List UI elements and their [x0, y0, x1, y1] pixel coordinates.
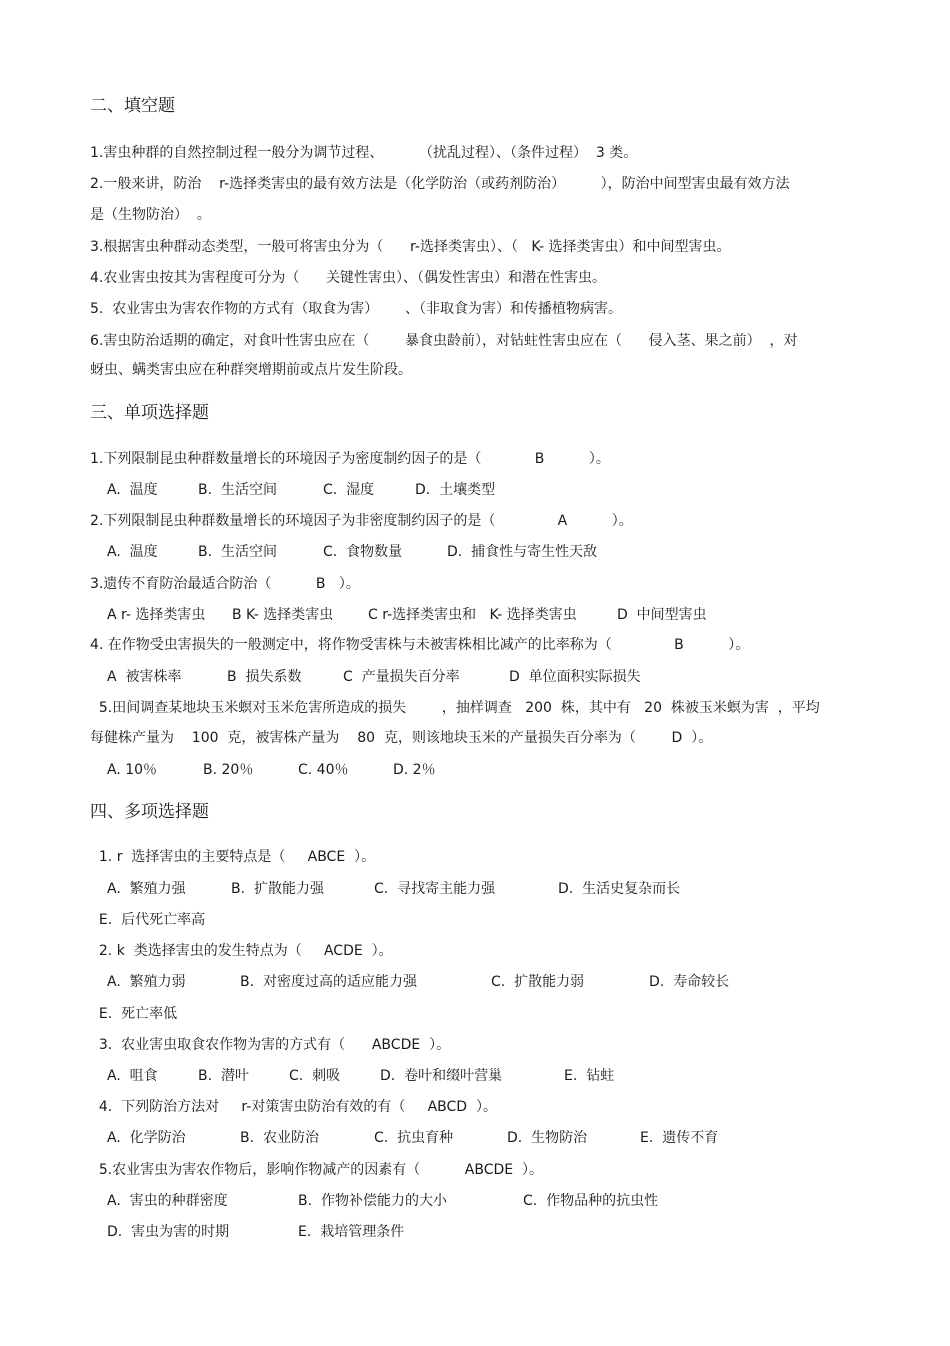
section-title-fill-blank: 二、填空题: [90, 96, 175, 116]
option-a: A 被害株率: [107, 669, 182, 685]
option-c: C. 食物数量: [323, 544, 403, 560]
single-question-2: 2.下列限制昆虫种群数量增长的环境因子为非密度制约因子的是（ A ）。: [90, 513, 633, 529]
option-a: A. 害虫的种群密度: [107, 1193, 228, 1209]
option-d: D. 2％: [393, 762, 436, 778]
option-c: C. 湿度: [323, 482, 375, 498]
section-title-multiple-choice: 四、多项选择题: [90, 802, 209, 822]
option-c: C. 作物品种的抗虫性: [523, 1193, 659, 1209]
single-question-2-options: [107, 542, 867, 562]
single-question-4-options: [107, 667, 867, 687]
option-c: C r-选择类害虫和 K- 选择类害虫: [368, 607, 577, 623]
multi-question-3: 3. 农业害虫取食农作物为害的方式有（ ABCDE ）。: [90, 1037, 451, 1053]
option-b: B K- 选择类害虫: [232, 607, 334, 623]
multi-question-5-options-row-2: [107, 1222, 867, 1242]
option-a: A. 繁殖力强: [107, 881, 186, 897]
fill-question-2-line-1: 2.一般来讲，防治 r-选择类害虫的最有效方法是（化学防治（或药剂防治） ），防治中间型害虫最有效方法: [90, 176, 790, 192]
multi-question-2: 2. k 类选择害虫的发生特点为（ ACDE ）。: [90, 943, 393, 959]
option-d: D. 寿命较长: [649, 974, 730, 990]
option-a: A. 繁殖力弱: [107, 974, 186, 990]
option-b: B. 潜叶: [198, 1068, 249, 1084]
option-b: B. 对密度过高的适应能力强: [240, 974, 417, 990]
multi-question-1-option-e: E. 后代死亡率高: [90, 912, 206, 928]
section-title-single-choice: 三、单项选择题: [90, 403, 209, 423]
option-d: D. 害虫为害的时期: [107, 1224, 230, 1240]
option-a: A. 温度: [107, 544, 158, 560]
option-b: B. 农业防治: [240, 1130, 319, 1146]
fill-question-1: 1.害虫种群的自然控制过程一般分为调节过程、 （扰乱过程）、（条件过程） 3 类。: [90, 145, 638, 161]
option-c: C. 寻找寄主能力强: [374, 881, 496, 897]
multi-question-4-options: [107, 1128, 867, 1148]
multi-question-1: 1. r 选择害虫的主要特点是（ ABCE ）。: [90, 849, 376, 865]
single-question-5-line-2: 每健株产量为 100 克，被害株产量为 80 克，则该地块玉米的产量损失百分率为（ D ）。: [90, 730, 713, 746]
option-d: D 中间型害虫: [617, 607, 707, 623]
option-a: A. 化学防治: [107, 1130, 186, 1146]
fill-question-5: 5. 农业害虫为害农作物的方式有（取食为害） 、（非取食为害）和传播植物病害。: [90, 301, 622, 317]
single-question-5-line-1: 5.田间调查某地块玉米螟对玉米危害所造成的损失 ，抽样调查 200 株，其中有 20 株被玉米螟为害 ，平均: [90, 700, 820, 716]
single-question-5-options: [107, 760, 867, 780]
option-d: D 单位面积实际损失: [509, 669, 641, 685]
option-a: A. 咀食: [107, 1068, 158, 1084]
single-question-1-options: [107, 480, 867, 500]
option-e: E. 遗传不育: [640, 1130, 719, 1146]
option-b: B. 生活空间: [198, 482, 277, 498]
fill-question-4: 4.农业害虫按其为害程度可分为（ 关键性害虫）、（偶发性害虫）和潜在性害虫。: [90, 270, 607, 286]
fill-question-2-line-2: 是（生物防治） 。: [90, 207, 211, 223]
option-a: A. 10％: [107, 762, 158, 778]
fill-question-6-line-1: 6.害虫防治适期的确定，对食叶性害虫应在（ 暴食虫龄前），对钻蛀性害虫应在（ 侵入茎、果之前） ，对: [90, 333, 798, 349]
option-d: D. 卷叶和缀叶营巢: [380, 1068, 503, 1084]
multi-question-1-options: [107, 879, 867, 899]
option-b: B. 20％: [203, 762, 254, 778]
multi-question-4: 4. 下列防治方法对 r-对策害虫防治有效的有（ ABCD ）。: [90, 1099, 497, 1115]
fill-question-6-line-2: 蚜虫、螨类害虫应在种群突增期前或点片发生阶段。: [90, 362, 412, 378]
option-c: C. 40％: [298, 762, 349, 778]
option-e: E. 钻蛀: [564, 1068, 615, 1084]
multi-question-2-options: [107, 972, 867, 992]
option-c: C. 扩散能力弱: [491, 974, 585, 990]
multi-question-5: 5.农业害虫为害农作物后，影响作物减产的因素有（ ABCDE ）。: [90, 1162, 543, 1178]
option-a: A. 温度: [107, 482, 158, 498]
option-c: C 产量损失百分率: [343, 669, 460, 685]
single-question-1: 1.下列限制昆虫种群数量增长的环境因子为密度制约因子的是（ B ）。: [90, 451, 610, 467]
option-a: A r- 选择类害虫: [107, 607, 206, 623]
option-d: D. 土壤类型: [415, 482, 496, 498]
option-e: E. 栽培管理条件: [298, 1224, 405, 1240]
multi-question-2-option-e: E. 死亡率低: [90, 1006, 178, 1022]
option-d: D. 生物防治: [507, 1130, 588, 1146]
option-d: D. 捕食性与寄生性天敌: [447, 544, 598, 560]
single-question-3-options: [107, 605, 867, 625]
single-question-4: 4. 在作物受虫害损失的一般测定中，将作物受害株与未被害株相比减产的比率称为（ B ）。: [90, 637, 750, 653]
option-b: B 损失系数: [227, 669, 302, 685]
option-b: B. 扩散能力强: [231, 881, 324, 897]
option-c: C. 抗虫育种: [374, 1130, 454, 1146]
option-b: B. 作物补偿能力的大小: [298, 1193, 447, 1209]
fill-question-3: 3.根据害虫种群动态类型，一般可将害虫分为（ r-选择类害虫）、（ K- 选择类害虫）和中间型害虫。: [90, 239, 731, 255]
option-d: D. 生活史复杂而长: [558, 881, 681, 897]
multi-question-3-options: [107, 1066, 867, 1086]
option-b: B. 生活空间: [198, 544, 277, 560]
single-question-3: 3.遗传不育防治最适合防治（ B ）。: [90, 576, 360, 592]
option-c: C. 刺吸: [289, 1068, 341, 1084]
multi-question-5-options-row-1: [107, 1191, 867, 1211]
